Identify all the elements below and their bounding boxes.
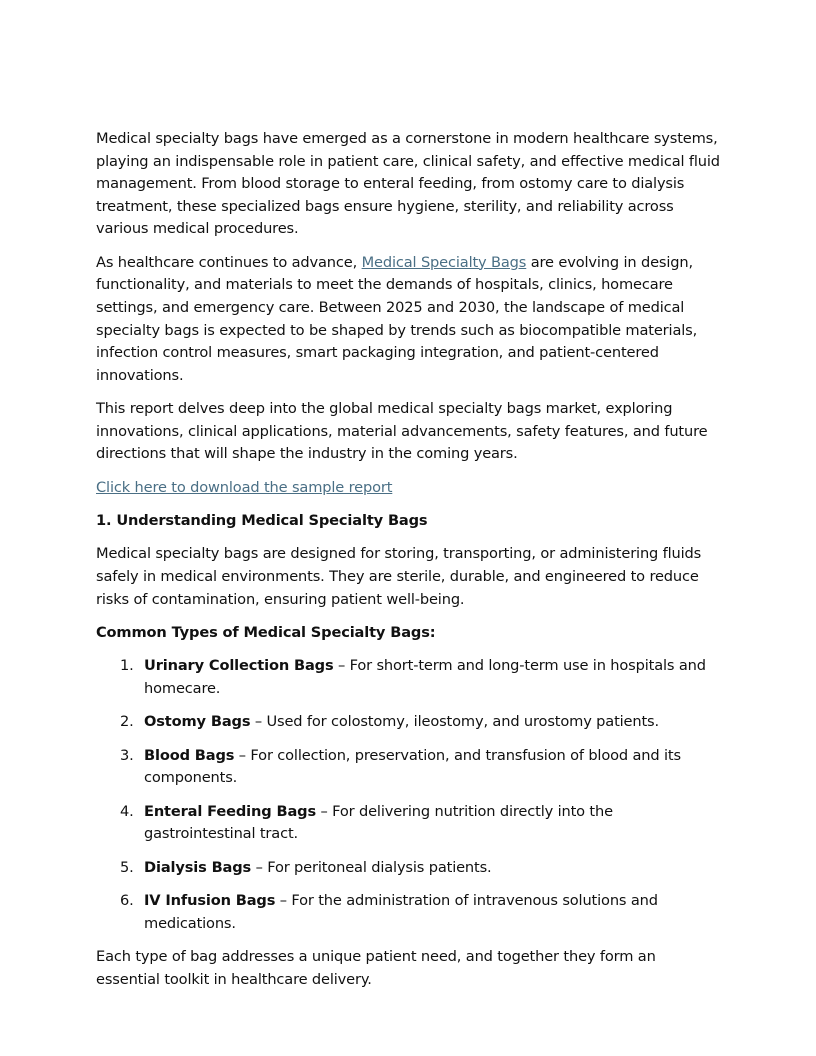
list-term: Urinary Collection Bags bbox=[144, 657, 334, 675]
section-heading: 1. Understanding Medical Specialty Bags bbox=[96, 512, 428, 530]
download-paragraph bbox=[96, 477, 720, 500]
list-item bbox=[96, 857, 720, 880]
list-number: 1. bbox=[120, 657, 134, 675]
section-paragraph: Medical specialty bags are designed for storing, transporting, or administering fluids safely in medical environments. They are sterile, durable, and engineered to reduce risks of contamination, ensuring patient well-being. bbox=[96, 545, 702, 608]
list-item bbox=[96, 655, 720, 700]
list-term: Blood Bags bbox=[144, 746, 235, 764]
list-number: 3. bbox=[120, 746, 134, 764]
list-term: Dialysis Bags bbox=[144, 858, 252, 876]
list-description: – For short-term and long-term use in hospitals and homecare. bbox=[144, 657, 706, 698]
list-item bbox=[96, 890, 720, 935]
medical-specialty-bags-link[interactable]: Medical Specialty Bags bbox=[361, 253, 527, 271]
list-term: Ostomy Bags bbox=[144, 713, 251, 731]
list-term: Enteral Feeding Bags bbox=[144, 802, 317, 820]
list-description: – For delivering nutrition directly into the gastrointestinal tract. bbox=[144, 802, 613, 843]
report-scope-paragraph: This report delves deep into the global medical specialty bags market, exploring innovations, clinical applications, material advancements, safety features, and future directions that will shape the industry in the coming years. bbox=[96, 400, 708, 463]
download-sample-report-link[interactable]: Click here to download the sample report bbox=[96, 478, 393, 496]
list-description: – For peritoneal dialysis patients. bbox=[251, 858, 492, 876]
types-heading: Common Types of Medical Specialty Bags: bbox=[96, 624, 436, 642]
list-number: 6. bbox=[120, 892, 134, 910]
list-number: 4. bbox=[120, 802, 134, 820]
intro-paragraph: Medical specialty bags have emerged as a cornerstone in modern healthcare systems, playing an indispensable role in patient care, clinical safety, and effective medical fluid management. From blood storage to enteral feeding, from ostomy care to dialysis treatment, these specialized bags ensure hygiene, sterility, and reliability across various medical procedures. bbox=[96, 130, 720, 238]
closing-paragraph: Each type of bag addresses a unique patient need, and together they form an essential toolkit in healthcare delivery. bbox=[96, 948, 656, 988]
advance-text-end: are evolving in design, functionality, and materials to meet the demands of hospitals, clinics, homecare settings, and emergency care. Between 2025 and 2030, the landscape of medical specialty bags is expected to be shaped by trends such as biocompatible materials, infection control measures, smart packaging integration, and patient-centered innovations. bbox=[96, 253, 698, 384]
list-term: IV Infusion Bags bbox=[144, 892, 276, 910]
types-list bbox=[96, 655, 720, 935]
list-item bbox=[96, 801, 720, 846]
document-page bbox=[96, 128, 720, 1002]
list-description: – For collection, preservation, and transfusion of blood and its components. bbox=[144, 746, 681, 787]
list-item bbox=[96, 745, 720, 790]
list-description: – For the administration of intravenous solutions and medications. bbox=[144, 892, 658, 932]
advance-paragraph bbox=[96, 252, 720, 388]
list-number: 2. bbox=[120, 713, 134, 731]
list-number: 5. bbox=[120, 858, 134, 876]
advance-text-start: As healthcare continues to advance, bbox=[96, 253, 362, 271]
list-item bbox=[96, 711, 720, 734]
list-description: – Used for colostomy, ileostomy, and urostomy patients. bbox=[250, 713, 660, 731]
